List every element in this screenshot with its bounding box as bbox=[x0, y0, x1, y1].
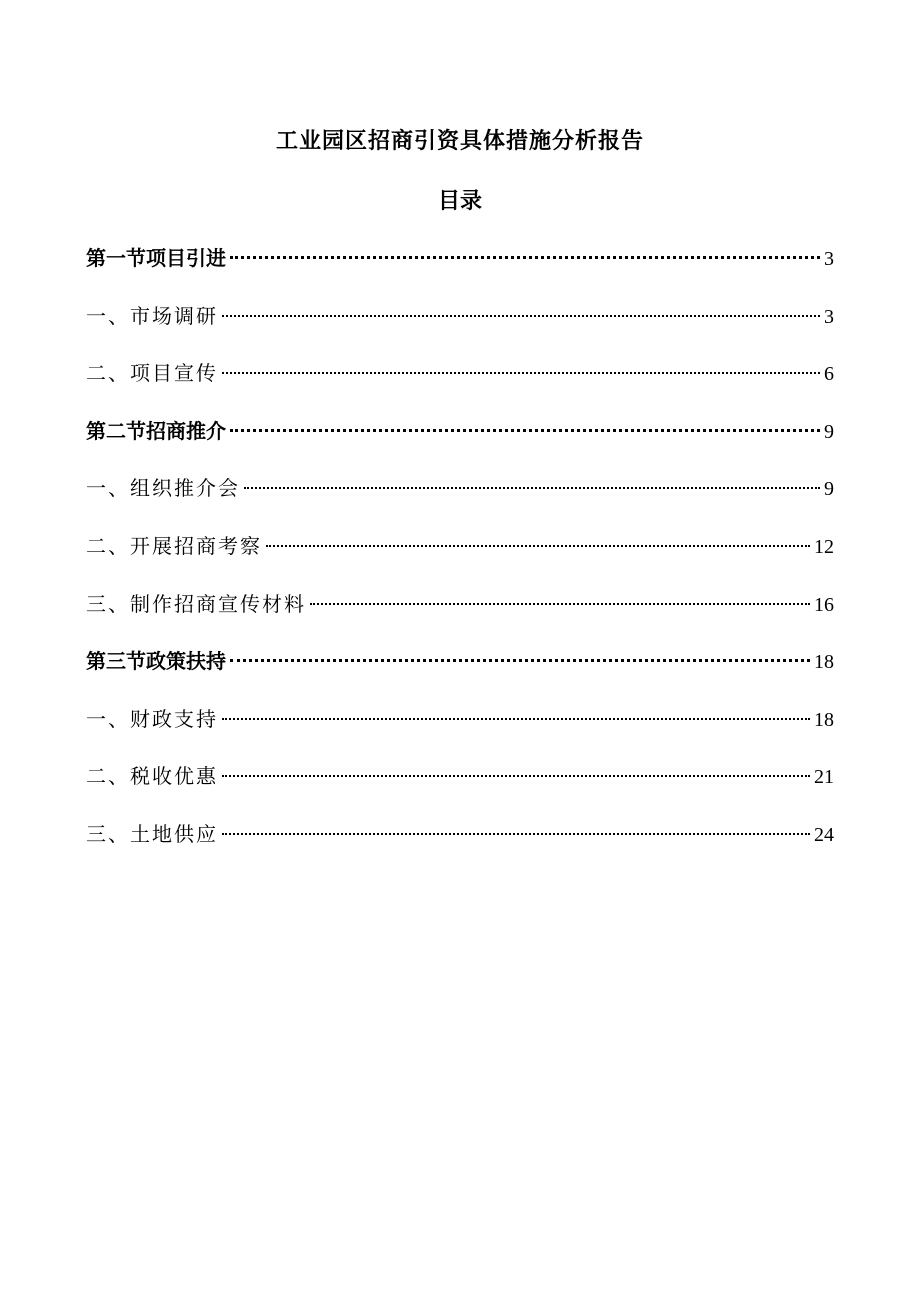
toc-dot-leader bbox=[230, 659, 810, 662]
toc-entry[interactable] bbox=[86, 355, 834, 413]
toc-entry[interactable] bbox=[86, 470, 834, 528]
toc-entry-label: 第二节招商推介 bbox=[86, 418, 226, 443]
toc-dot-leader bbox=[222, 315, 820, 317]
toc-entry-label: 二、项目宣传 bbox=[86, 361, 218, 386]
toc-entry-label: 二、税收优惠 bbox=[86, 764, 218, 789]
toc-dot-leader bbox=[244, 487, 820, 489]
toc-entry-label: 第三节政策扶持 bbox=[86, 649, 226, 674]
toc-entry-page: 9 bbox=[824, 420, 834, 443]
toc-dot-leader bbox=[310, 603, 810, 605]
toc-entry[interactable] bbox=[86, 816, 834, 874]
toc-entry-page: 9 bbox=[824, 478, 834, 501]
document-title: 工业园区招商引资具体措施分析报告 bbox=[275, 128, 644, 154]
toc-entry-page: 3 bbox=[824, 305, 834, 328]
toc-entry-label: 一、组织推介会 bbox=[86, 476, 240, 501]
toc-entry-page: 16 bbox=[814, 593, 834, 616]
toc-dot-leader bbox=[222, 372, 820, 374]
toc-entry[interactable] bbox=[86, 758, 834, 816]
toc-entry[interactable] bbox=[86, 298, 834, 356]
toc-entry-label: 三、制作招商宣传材料 bbox=[86, 591, 306, 616]
toc-dot-leader bbox=[222, 775, 810, 777]
toc-entry[interactable] bbox=[86, 413, 834, 471]
toc-dot-leader bbox=[222, 833, 810, 835]
toc-entry-page: 21 bbox=[814, 766, 834, 789]
toc-entry-page: 6 bbox=[824, 363, 834, 386]
toc-entry-page: 18 bbox=[814, 651, 834, 674]
toc-dot-leader bbox=[230, 429, 820, 432]
toc-dot-leader bbox=[222, 718, 810, 720]
toc-dot-leader bbox=[230, 256, 820, 259]
toc-entry[interactable] bbox=[86, 528, 834, 586]
toc-entry-label: 第一节项目引进 bbox=[86, 246, 226, 270]
toc-entry[interactable] bbox=[86, 586, 834, 644]
toc-entry-page: 12 bbox=[814, 535, 834, 558]
toc-entry-label: 三、土地供应 bbox=[86, 821, 218, 846]
toc-entry-label: 一、市场调研 bbox=[86, 303, 218, 328]
toc-entry-label: 二、开展招商考察 bbox=[86, 533, 262, 558]
toc-entry-page: 3 bbox=[824, 248, 834, 270]
toc-entry[interactable] bbox=[86, 701, 834, 759]
toc-entry[interactable] bbox=[86, 643, 834, 701]
toc-heading: 目录 bbox=[437, 188, 482, 214]
toc-entry-page: 24 bbox=[814, 823, 834, 846]
toc-entry-page: 18 bbox=[814, 708, 834, 731]
toc-entry[interactable] bbox=[86, 240, 834, 298]
toc-entry-label: 一、财政支持 bbox=[86, 706, 218, 731]
table-of-contents bbox=[86, 240, 834, 874]
toc-dot-leader bbox=[266, 545, 810, 547]
